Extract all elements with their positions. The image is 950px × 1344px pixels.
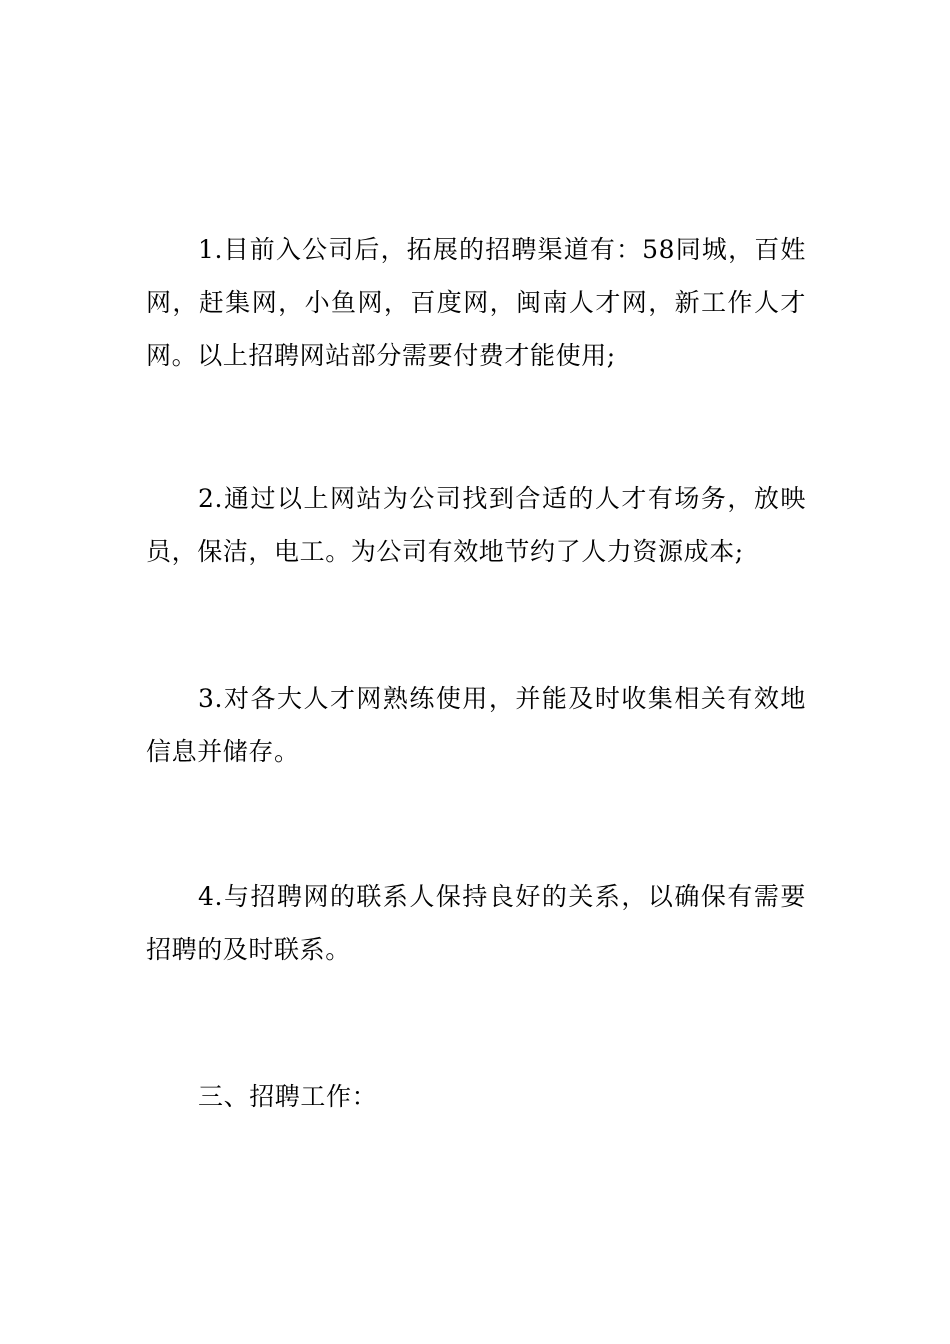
paragraph-site-usage: 3.对各大人才网熟练使用，并能及时收集相关有效地信息并储存。 — [146, 684, 806, 766]
paragraph-talent-found: 2.通过以上网站为公司找到合适的人才有场务，放映员，保洁，电工。为公司有效地节约了人力资源成本; — [146, 484, 806, 566]
paragraph-recruitment-channels: 1.目前入公司后，拓展的招聘渠道有：58同城，百姓网，赶集网，小鱼网，百度网，闽南人才网，新工作人才网。以上招聘网站部分需要付费才能使用; — [146, 235, 806, 370]
paragraph-contact-relations: 4.与招聘网的联系人保持良好的关系，以确保有需要招聘的及时联系。 — [146, 882, 806, 964]
section-heading-recruitment-work: 三、招聘工作： — [198, 1082, 378, 1111]
